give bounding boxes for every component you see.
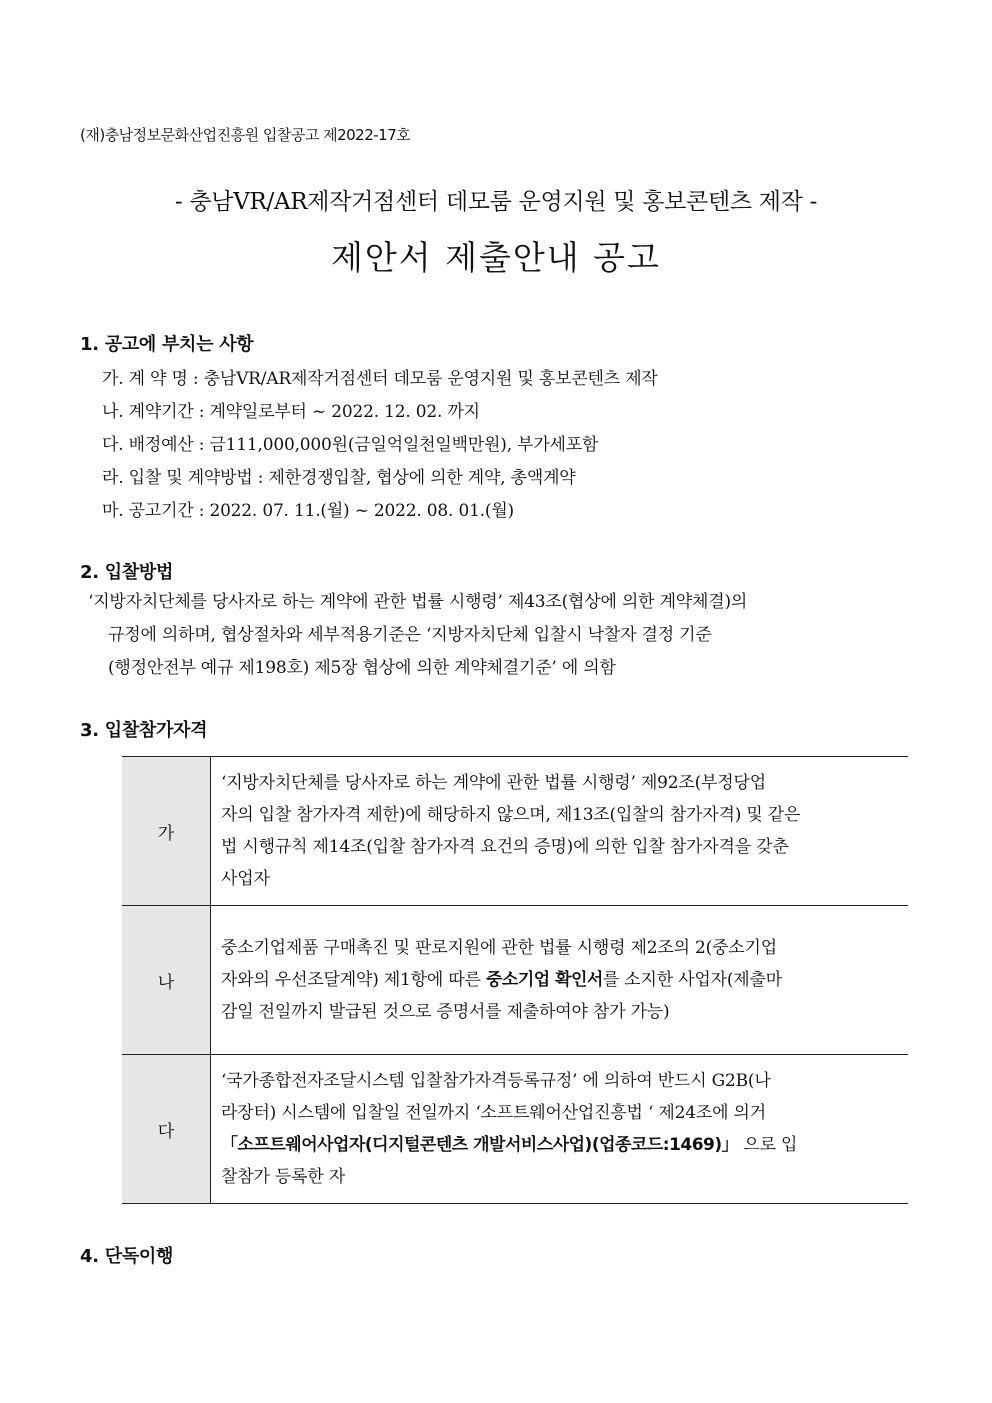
section-1-item-budget: 다. 배정예산 : 금111,000,000원(금일억일천일백만원), 부가세포함 xyxy=(102,435,599,455)
section-2-line: 규정에 의하며, 협상절차와 세부적용기준은 ‘지방자치단체 입찰시 낙찰자 결정 기준 xyxy=(108,625,712,645)
row-content-text: 으로 입 xyxy=(738,1135,798,1155)
section-2-heading: 2. 입찰방법 xyxy=(80,562,174,583)
row-content xyxy=(211,906,909,1055)
row-content-line xyxy=(221,1129,898,1161)
row-content-line: ‘지방자치단체를 당사자로 하는 계약에 관한 법률 시행령’ 제92조(부정당업 xyxy=(221,773,766,793)
row-label: 나 xyxy=(122,906,211,1055)
row-content-line: 찰참가 등록한 자 xyxy=(221,1167,345,1187)
row-content-line: 중소기업제품 구매촉진 및 판로지원에 관한 법률 시행령 제2조의 2(중소기업 xyxy=(221,938,777,958)
section-1-heading: 1. 공고에 부치는 사항 xyxy=(80,334,254,355)
row-content-line: 라장터) 시스템에 입찰일 전일까지 ‘소프트웨어산업진흥법 ‘ 제24조에 의거 xyxy=(221,1103,766,1123)
table-row xyxy=(122,906,908,1055)
sme-certificate-emphasis: 중소기업 확인서 xyxy=(485,970,603,990)
row-content xyxy=(211,1055,909,1204)
section-4-heading: 4. 단독이행 xyxy=(80,1246,174,1267)
section-3-heading: 3. 입찰참가자격 xyxy=(80,720,208,741)
document-subtitle: - 충남VR/AR제작거점센터 데모룸 운영지원 및 홍보콘텐츠 제작 - xyxy=(174,189,818,215)
row-content xyxy=(211,757,909,906)
row-content-line: ‘국가종합전자조달시스템 입찰참가자격등록규정’ 에 의하여 반드시 G2B(나 xyxy=(221,1071,771,1091)
section-1-item-contract-period: 나. 계약기간 : 계약일로부터 ~ 2022. 12. 02. 까지 xyxy=(102,402,480,422)
row-label: 다 xyxy=(122,1055,211,1204)
row-content-text: 자와의 우선조달계약) 제1항에 따른 xyxy=(221,970,486,990)
row-content-line: 감일 전일까지 발급된 것으로 증명서를 제출하여야 참가 가능) xyxy=(221,1002,670,1022)
section-2-paragraph xyxy=(88,586,918,685)
section-2-line: (행정안전부 예규 제198호) 제5장 협상에 의한 계약체결기준’ 에 의함 xyxy=(108,658,616,678)
section-1-item-bidding-method: 라. 입찰 및 계약방법 : 제한경쟁입찰, 협상에 의한 계약, 총액계약 xyxy=(102,468,576,488)
row-content-text: 를 소지한 사업자(제출마 xyxy=(602,970,782,990)
table-row xyxy=(122,1055,908,1204)
row-content-line: 자의 입찰 참가자격 제한)에 해당하지 않으며, 제13조(입찰의 참가자격) 및 같은 xyxy=(221,805,801,825)
table-row xyxy=(122,757,908,906)
notice-number: (재)충남정보문화산업진흥원 입찰공고 제2022-17호 xyxy=(80,126,411,144)
row-label: 가 xyxy=(122,757,211,906)
section-2-line: ‘지방자치단체를 당사자로 하는 계약에 관한 법률 시행령’ 제43조(협상에 의한 계약체결)의 xyxy=(88,592,748,612)
row-content-line xyxy=(221,964,898,996)
section-1-item-notice-period: 마. 공고기간 : 2022. 07. 11.(월) ~ 2022. 08. 01.(월) xyxy=(102,501,514,521)
section-1-item-contract-name: 가. 계 약 명 : 충남VR/AR제작거점센터 데모룸 운영지원 및 홍보콘텐츠 제작 xyxy=(102,369,658,389)
qualification-table xyxy=(122,756,908,1204)
software-business-emphasis: 「소프트웨어사업자(디지털콘텐츠 개발서비스사업)(업종코드:1469)」 xyxy=(221,1135,739,1155)
document-title: 제안서 제출안내 공고 xyxy=(331,238,661,277)
row-content-line: 사업자 xyxy=(221,869,270,889)
row-content-line: 법 시행규칙 제14조(입찰 참가자격 요건의 증명)에 의한 입찰 참가자격을 갖춘 xyxy=(221,837,789,857)
